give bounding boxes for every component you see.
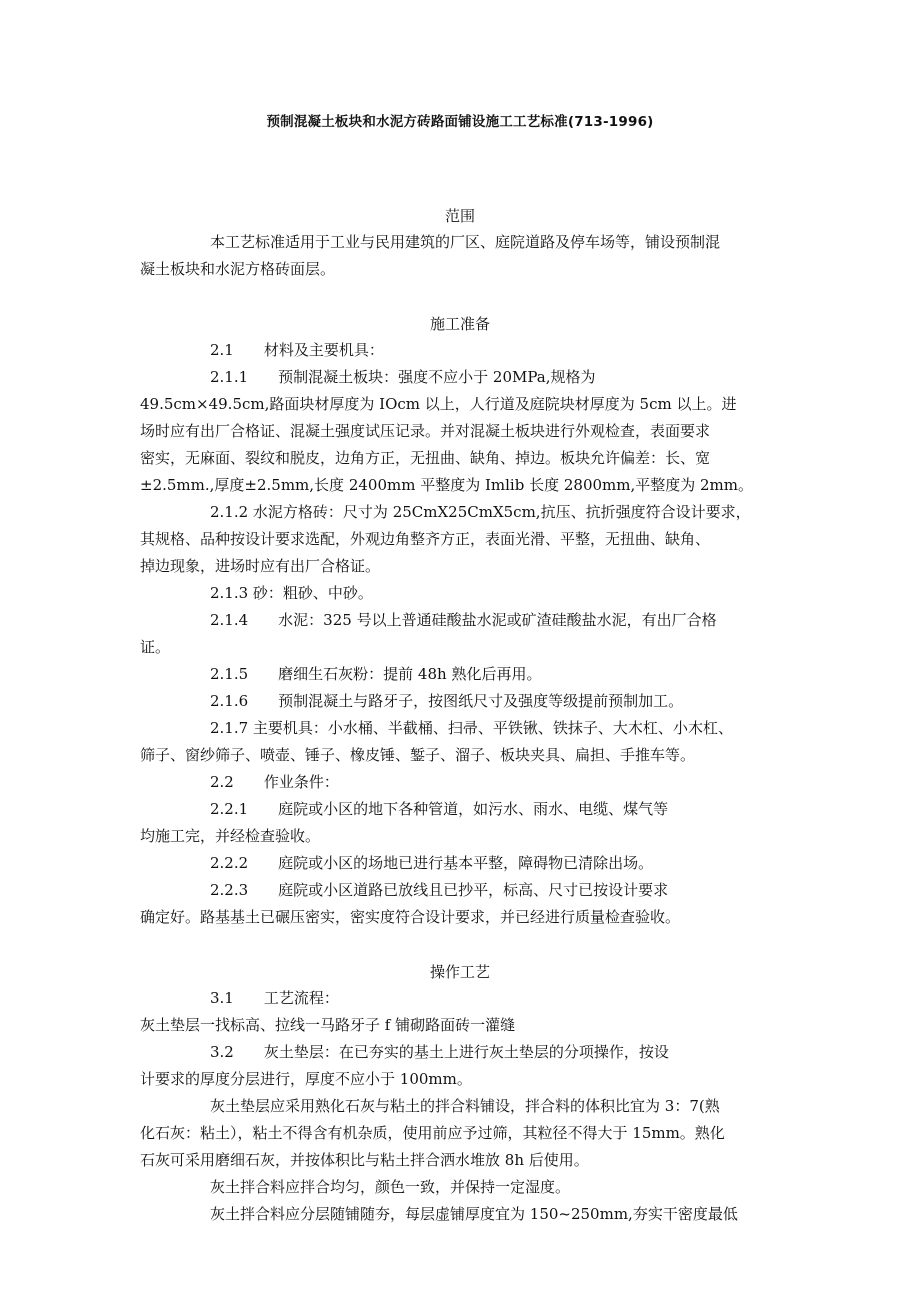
paragraph-line: 2.1 材料及主要机具： bbox=[210, 341, 384, 359]
section-heading-scope: 范围 bbox=[444, 207, 475, 225]
paragraph-line: 2.1.2 水泥方格砖：尺寸为 25CmX25CmX5cm,抗压、抗折强度符合设计要求， bbox=[210, 503, 751, 521]
paragraph-line: 3.1 工艺流程： bbox=[210, 989, 339, 1007]
paragraph-line: 本工艺标准适用于工业与民用建筑的厂区、庭院道路及停车场等，铺设预制混 bbox=[210, 233, 721, 251]
paragraph-line: 掉边现象，进场时应有出厂合格证。 bbox=[140, 557, 381, 575]
paragraph-line: 凝土板块和水泥方格砖面层。 bbox=[140, 260, 336, 278]
paragraph-line: 2.2 作业条件： bbox=[210, 773, 339, 791]
paragraph-line: 其规格、品种按设计要求选配，外观边角整齐方正，表面光滑、平整，无扭曲、缺角、 bbox=[140, 530, 711, 548]
paragraph-line: 均施工完，并经检查验收。 bbox=[140, 827, 321, 845]
paragraph-line: 化石灰：粘土），粘土不得含有机杂质，使用前应予过筛，其粒径不得大于 15mm。熟化 bbox=[140, 1124, 725, 1142]
paragraph-line: 2.2.3 庭院或小区道路已放线且已抄平，标高、尺寸已按设计要求 bbox=[210, 881, 669, 899]
paragraph-line: 确定好。路基基土已碾压密实，密实度符合设计要求，并已经进行质量检查验收。 bbox=[140, 908, 681, 926]
paragraph-line: 石灰可采用磨细石灰，并按体积比与粘土拌合洒水堆放 8h 后使用。 bbox=[140, 1151, 589, 1169]
paragraph-line: 2.1.3 砂：粗砂、中砂。 bbox=[210, 584, 373, 602]
paragraph-line: 2.1.4 水泥：325 号以上普通硅酸盐水泥或矿渣硅酸盐水泥，有出厂合格 bbox=[210, 611, 717, 629]
section-heading-preparation: 施工准备 bbox=[429, 315, 490, 333]
section-heading-operation: 操作工艺 bbox=[429, 963, 490, 981]
paragraph-line: 2.1.5 磨细生石灰粉：提前 48h 熟化后再用。 bbox=[210, 665, 542, 683]
paragraph-line: 场时应有出厂合格证、混凝土强度试压记录。并对混凝土板块进行外观检查，表面要求 bbox=[140, 422, 711, 440]
paragraph-line: 2.1.6 预制混凝土与路牙子，按图纸尺寸及强度等级提前预制加工。 bbox=[210, 692, 684, 710]
paragraph-line: 灰土拌合料应拌合均匀，颜色一致，并保持一定湿度。 bbox=[210, 1178, 571, 1196]
paragraph-line: 灰土垫层应采用熟化石灰与粘土的拌合料铺设，拌合料的体积比宜为 3：7(熟 bbox=[210, 1097, 720, 1115]
paragraph-line: ±2.5mm.,厚度±2.5mm,长度 2400mm 平整度为 Imlib 长度 2800mm,平整度为 2mm。 bbox=[140, 476, 754, 494]
paragraph-line: 灰土垫层一找标高、拉线一马路牙子 f 铺砌路面砖一灌缝 bbox=[140, 1016, 516, 1034]
paragraph-line: 2.2.2 庭院或小区的场地已进行基本平整，障碍物已清除出场。 bbox=[210, 854, 654, 872]
paragraph-line: 灰土拌合料应分层随铺随夯，每层虚铺厚度宜为 150~250mm,夯实干密度最低 bbox=[210, 1205, 738, 1223]
document-title: 预制混凝土板块和水泥方砖路面铺设施工工艺标准(713-1996) bbox=[266, 114, 654, 130]
paragraph-line: 证。 bbox=[140, 638, 171, 656]
paragraph-line: 3.2 灰土垫层：在已夯实的基土上进行灰土垫层的分项操作，按设 bbox=[210, 1043, 669, 1061]
paragraph-line: 2.1.7 主要机具：小水桶、半截桶、扫帚、平铁锹、铁抹子、大木杠、小木杠、 bbox=[210, 719, 733, 737]
paragraph-line: 筛子、窗纱筛子、喷壶、锤子、橡皮锤、錾子、溜子、板块夹具、扁担、手推车等。 bbox=[140, 746, 696, 764]
paragraph-line: 计要求的厚度分层进行，厚度不应小于 100mm。 bbox=[140, 1070, 472, 1088]
paragraph-line: 密实，无麻面、裂纹和脱皮，边角方正，无扭曲、缺角、掉边。板块允许偏差：长、宽 bbox=[140, 449, 711, 467]
paragraph-line: 49.5cm×49.5cm,路面块材厚度为 IOcm 以上，人行道及庭院块材厚度为 5cm 以上。进 bbox=[140, 395, 737, 413]
paragraph-line: 2.1.1 预制混凝土板块：强度不应小于 20MPa,规格为 bbox=[210, 368, 596, 386]
paragraph-line: 2.2.1 庭院或小区的地下各种管道，如污水、雨水、电缆、煤气等 bbox=[210, 800, 669, 818]
